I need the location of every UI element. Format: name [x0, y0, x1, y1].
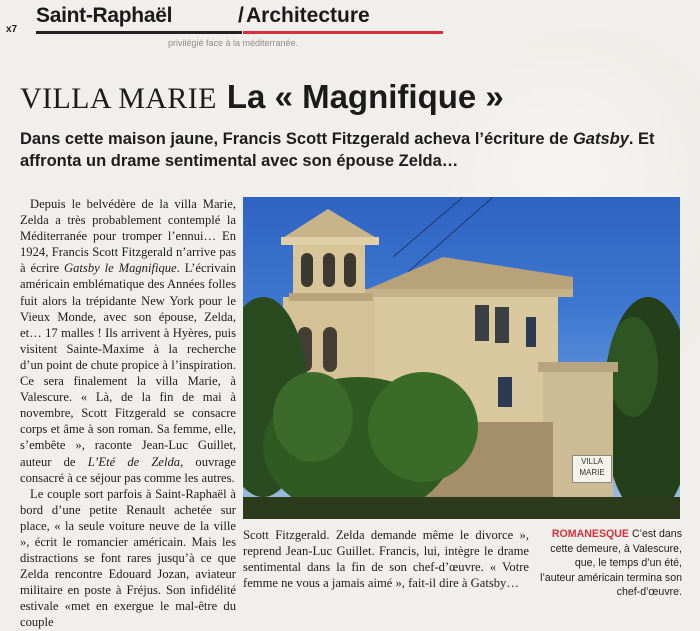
paragraph-2: Le couple sort parfois à Saint-Raphaël à bord d’une petite Renault achetée sur place, « la seule voiture neuve de la ville », écrit le romancier américain. Mais les distractions se font rares jusqu’à ce que Zelda rencontre Edouard Jozan, aviateur militaire en poste à Fréjus. Son infidélité estivale «met en exergue le mal-être du couple: [20, 486, 236, 630]
section-topic: Architecture: [246, 4, 370, 27]
book-reference: L’Eté de Zelda: [87, 454, 181, 469]
standfirst: [20, 128, 690, 172]
page-number: x7: [6, 24, 18, 35]
caption-text: C’est dans cette demeure, à Valescure, que, le temps d’un été, l’auteur américain termina son chef-d’œuvre.: [540, 528, 682, 599]
paragraph-1-c: , ouvrage consacré à ce séjour pas comme les autres.: [20, 454, 236, 485]
villa-sign: [572, 455, 612, 483]
section-city: Saint-Raphaël: [36, 4, 173, 27]
villa-illustration: [243, 197, 680, 519]
header-rule-red: [243, 31, 443, 34]
paragraph-1-b: . L’écrivain américain emblématique des Années folles fuit alors la trépidante New York pour le Vieux Monde, avec son épouse, Zelda, et… 17 malles ! Ils arrivent à Hyères, puis visitent Sainte-Maxime à la recherche d’un point de chute propice à l’inspiration. Ce sera finalement la villa Marie, à Valescure. « Là, de la fin de mai à novembre, Scott Fitzgerald se consacre corps et âme à son roman. Sa femme, elle, s’embête », raconte Jean-Luc Guillet, auteur de: [20, 261, 236, 469]
headline: [20, 78, 504, 116]
caption-tag: ROMANESQUE: [551, 528, 629, 540]
section-header: [0, 0, 700, 48]
villa-sign-line-1: VILLA: [581, 457, 603, 466]
standfirst-book-title: Gatsby: [572, 130, 629, 148]
header-rule-black: [36, 31, 242, 34]
article-column-left: [20, 196, 236, 631]
standfirst-part-1: Dans cette maison jaune, Francis Scott Fitzgerald acheva l’écriture de: [20, 130, 573, 148]
villa-photo: [243, 197, 680, 519]
paragraph-1-a: Depuis le belvédère de la villa Marie, Zelda a très probablement contemplé la Méditerranée pour tromper l’ennui… En 1924, Francis Scott Fitzgerald n’arrive pas à écrire: [20, 197, 236, 276]
section-separator: /: [238, 4, 244, 27]
villa-sign-line-2: MARIE: [579, 468, 605, 477]
headline-prefix: VILLA MARIE: [20, 82, 217, 115]
article-column-middle: [243, 527, 529, 591]
paragraph-1: [20, 196, 236, 486]
paragraph-3: Scott Fitzgerald. Zelda demande même le divorce », reprend Jean-Luc Guillet. Francis, lui, intègre le drame sentimental dans la fin de son chef-d’œuvre. « Votre femme ne vous a jamais aimé », fait-il dire à Gatsby…: [243, 528, 529, 591]
book-title: Gatsby le Magnifique: [64, 261, 177, 276]
standfirst-part-2: . Et affronta un drame sentimental avec son épouse Zelda…: [20, 130, 655, 170]
header-teaser: privilégié face à la méditerranée.: [168, 38, 299, 48]
headline-main: La « Magnifique »: [226, 78, 504, 115]
photo-caption: [538, 527, 682, 600]
